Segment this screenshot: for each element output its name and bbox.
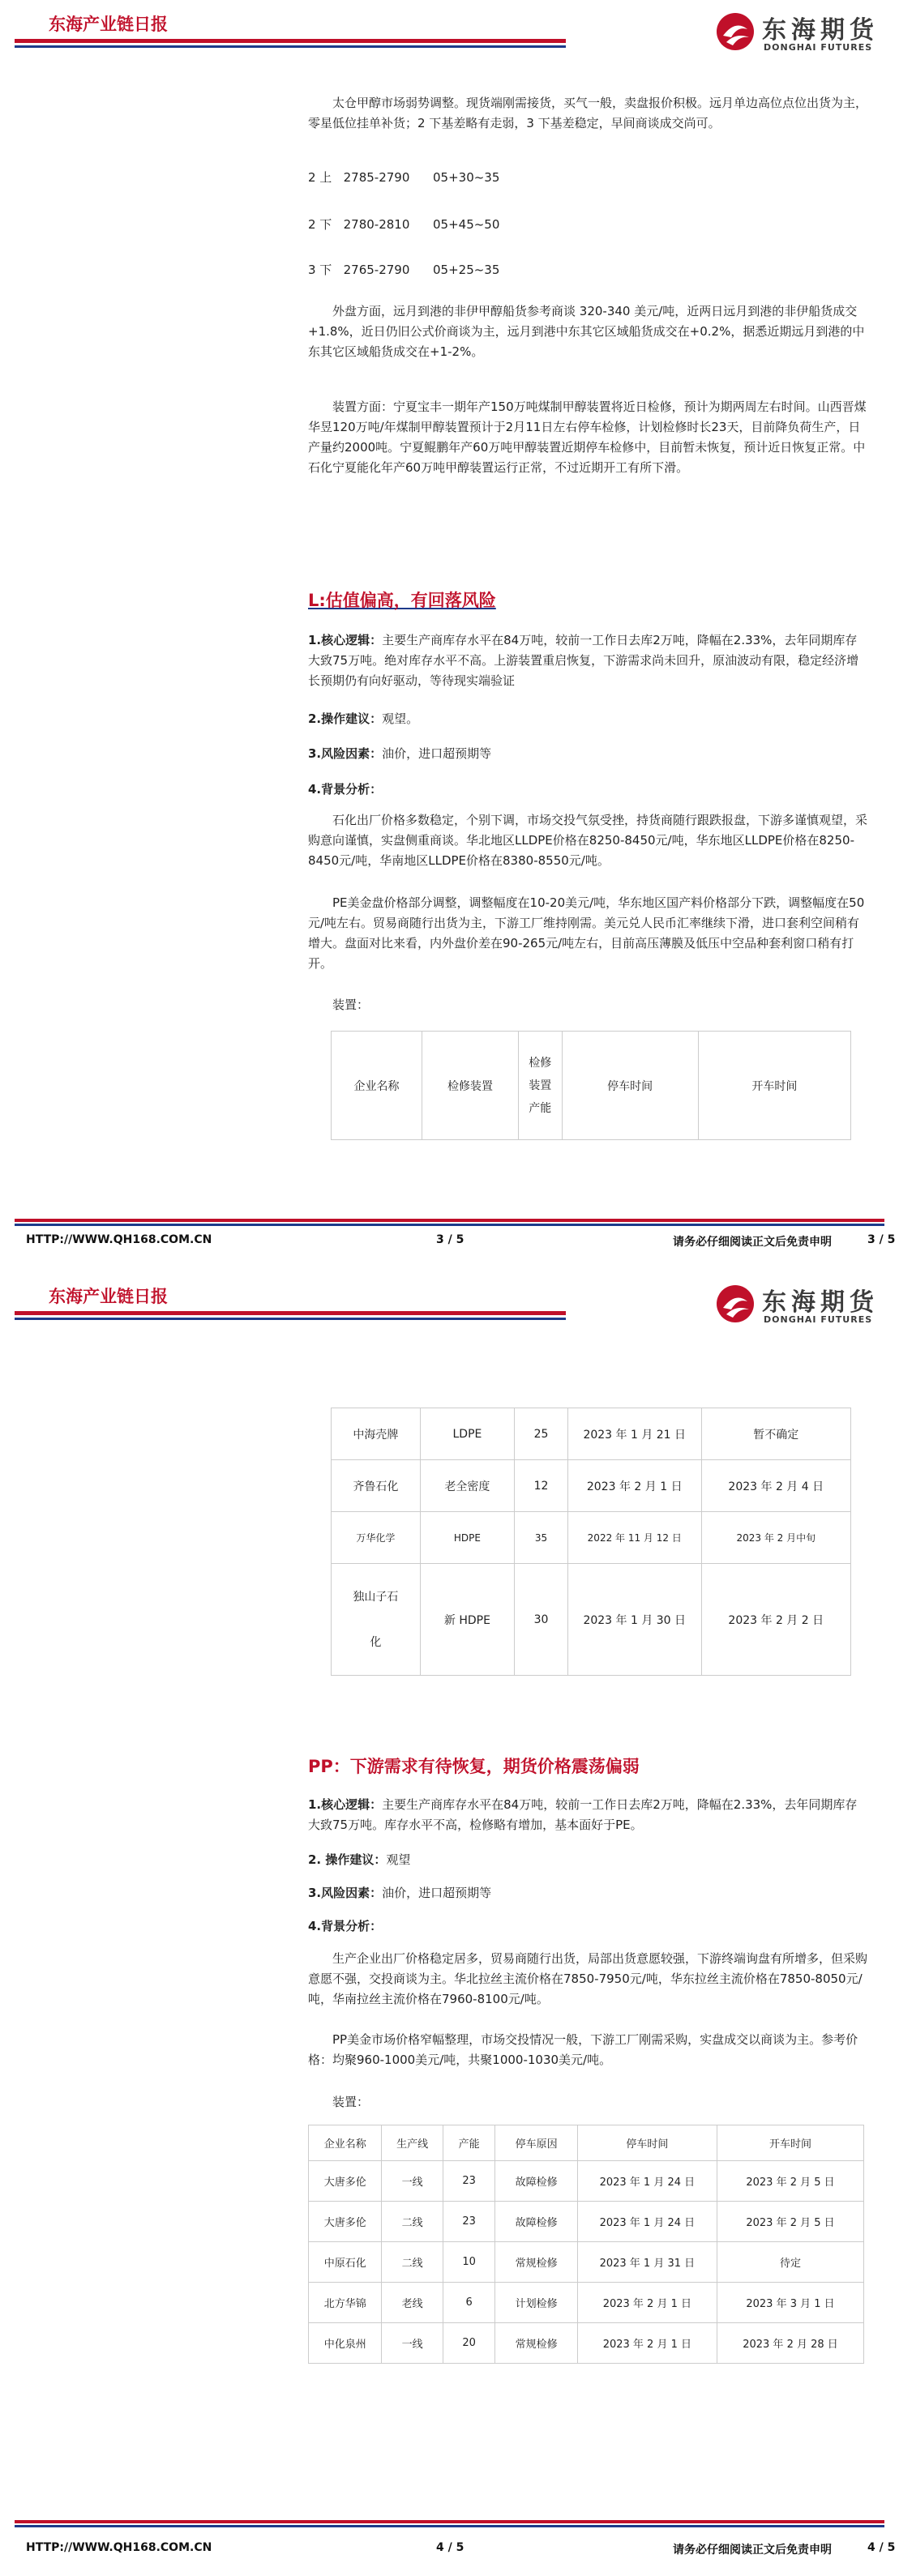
section-title-PP: PP：下游需求有待恢复，期货价格震荡偏弱 xyxy=(308,1757,640,1776)
device-label: 装置： xyxy=(332,2095,370,2109)
operation-advice: 2.操作建议：观望。 xyxy=(308,711,419,726)
background-paragraph: 生产企业出厂价格稳定居多，贸易商随行出货，局部出货意愿较强，下游终端询盘有所增多，但采购意愿不强，交投商谈为主。华北拉丝主流价格在7850-7950元/吨，华东拉丝主流价格在7850-8050元/吨，华南拉丝主流价格在7960-8100元/吨。 xyxy=(308,1951,868,2006)
table-cell: 12 xyxy=(515,1460,568,1512)
table-cell: 2023 年 1 月 31 日 xyxy=(577,2242,717,2283)
table-cell: HDPE xyxy=(420,1512,514,1564)
table-cell: 2023 年 2 月 1 日 xyxy=(567,1460,701,1512)
table-cell: 待定 xyxy=(717,2242,864,2283)
table-cell: 中海壳牌 xyxy=(332,1408,421,1460)
page-number: 3 / 5 xyxy=(867,1233,896,1246)
table-header-cell: 开车时间 xyxy=(717,2125,864,2161)
table-cell: 2023 年 2 月 5 日 xyxy=(717,2202,864,2242)
background-paragraph: PE美金盘价格部分调整，调整幅度在10-20美元/吨，华东地区国产料价格部分下跌，调整幅度在50元/吨左右。贸易商随行出货为主，下游工厂维持刚需。美元兑人民币汇率继续下滑，进口套利空间稍有增大。盘面对比来看，内外盘价差在90-265元/吨左右，目前高压薄膜及低压中空品种套利窗口稍有打开。 xyxy=(308,895,865,971)
footer-red-rule xyxy=(15,2520,884,2523)
table-cell: 2023 年 2 月 2 日 xyxy=(701,1564,850,1676)
table-cell: 2023 年 2 月 1 日 xyxy=(577,2283,717,2323)
footer-disclaimer: 请务必仔细阅读正文后免责申明 xyxy=(673,2544,832,2557)
table-header-cell: 停车时间 xyxy=(577,2125,717,2161)
header-blue-rule xyxy=(15,45,566,48)
table-cell: 齐鲁石化 xyxy=(332,1460,421,1512)
logo-mark-icon xyxy=(715,11,756,52)
table-cell: 2022 年 11 月 12 日 xyxy=(567,1512,701,1564)
spread-row: 2 下 2780-2810 05+45~50 xyxy=(308,217,500,232)
operation-advice: 2. 操作建议：观望 xyxy=(308,1852,411,1867)
table-cell: 2023 年 2 月 1 日 xyxy=(577,2323,717,2364)
table-header-cell: 检修装置 xyxy=(422,1032,519,1140)
table-cell: 故障检修 xyxy=(495,2161,577,2202)
footer-url: HTTP://WWW.QH168.COM.CN xyxy=(26,2541,212,2554)
table-row xyxy=(309,2161,864,2202)
risk-factors: 3.风险因素：油价，进口超预期等 xyxy=(308,746,492,761)
methanol-market-paragraph: 太仓甲醇市场弱势调整。现货端刚需接货，买气一般，卖盘报价积极。远月单边高位点位出货为主，零星低位挂单补货；2 下基差略有走弱，3 下基差稳定，早间商谈成交尚可。 xyxy=(308,96,868,130)
logo-text-cn: 东海期货 xyxy=(762,16,879,45)
table-cell: 23 xyxy=(443,2202,495,2242)
table-cell: 计划检修 xyxy=(495,2283,577,2323)
table-row xyxy=(332,1408,851,1460)
table-header-cell: 开车时间 xyxy=(698,1032,850,1140)
table-cell: 25 xyxy=(515,1408,568,1460)
device-label: 装置： xyxy=(332,998,370,1012)
page-number: 4 / 5 xyxy=(436,2541,464,2554)
table-header-cell: 企业名称 xyxy=(332,1032,422,1140)
background-paragraph: 石化出厂价格多数稳定，个别下调，市场交投气氛受挫，持货商随行跟跌报盘，下游多谨慎观望，采购意向谨慎，实盘侧重商谈。华北地区LLDPE价格在8250-8450元/吨，华东地区LLDPE价格在8250-8450元/吨，华南地区LLDPE价格在8380-8550元/吨。 xyxy=(308,813,868,868)
table-cell: 2023 年 2 月 4 日 xyxy=(701,1460,850,1512)
table-cell: 23 xyxy=(443,2161,495,2202)
logo-text-en: DONGHAI FUTURES xyxy=(764,42,873,53)
table-cell: 6 xyxy=(443,2283,495,2323)
table-header-cell: 停车原因 xyxy=(495,2125,577,2161)
logo-text-en: DONGHAI FUTURES xyxy=(764,1314,873,1325)
table-row xyxy=(309,2242,864,2283)
table-header-cell: 产能 xyxy=(443,2125,495,2161)
table-cell: 故障检修 xyxy=(495,2202,577,2242)
logo-mark-icon xyxy=(715,1284,756,1324)
table-cell: 30 xyxy=(515,1564,568,1676)
table-cell: 二线 xyxy=(382,2202,443,2242)
table-cell: 独山子石化 xyxy=(332,1564,421,1676)
table-cell: 一线 xyxy=(382,2323,443,2364)
table-row xyxy=(332,1460,851,1512)
donghai-logo xyxy=(715,10,885,57)
background-label: 4.背景分析： xyxy=(308,782,383,797)
device-paragraph: 装置方面：宁夏宝丰一期年产150万吨煤制甲醇装置将近日检修，预计为期两周左右时间。山西晋煤华昱120万吨/年煤制甲醇装置预计于2月11日左右停车检修，计划检修时长23天，目前降负荷生产，日产量约2000吨。宁夏鲲鹏年产60万吨甲醇装置近期停车检修中，目前暂未恢复，预计近日恢复正常。中石化宁夏能化年产60万吨甲醇装置运行正常，不过近期开工有所下滑。 xyxy=(308,399,867,475)
spread-row: 3 下 2765-2790 05+25~35 xyxy=(308,263,500,277)
footer-disclaimer: 请务必仔细阅读正文后免责申明 xyxy=(673,1236,832,1249)
table-cell: 2023 年 1 月 24 日 xyxy=(577,2202,717,2242)
table-cell: 常规检修 xyxy=(495,2323,577,2364)
table-row xyxy=(309,2202,864,2242)
table-cell: 2023 年 1 月 24 日 xyxy=(577,2161,717,2202)
table-cell: 2023 年 2 月 5 日 xyxy=(717,2161,864,2202)
table-header-row xyxy=(332,1032,851,1140)
header-blue-rule xyxy=(15,1318,566,1320)
table-header-cell: 生产线 xyxy=(382,2125,443,2161)
table-cell: 35 xyxy=(515,1512,568,1564)
page-header xyxy=(0,1272,899,1331)
table-cell: 中化泉州 xyxy=(309,2323,382,2364)
table-cell: LDPE xyxy=(420,1408,514,1460)
table-header-row xyxy=(309,2125,864,2161)
page-number: 4 / 5 xyxy=(867,2541,896,2554)
spread-row: 2 上 2785-2790 05+30~35 xyxy=(308,170,500,185)
background-label: 4.背景分析： xyxy=(308,1919,383,1933)
page-4 xyxy=(0,1272,899,2576)
table-cell: 新 HDPE xyxy=(420,1564,514,1676)
maintenance-table-PP xyxy=(308,2125,864,2364)
table-cell: 老线 xyxy=(382,2283,443,2323)
table-cell: 20 xyxy=(443,2323,495,2364)
table-cell: 大唐多伦 xyxy=(309,2161,382,2202)
table-cell: 二线 xyxy=(382,2242,443,2283)
section-title-L: L:估值偏高，有回落风险 xyxy=(308,591,496,610)
table-cell: 2023 年 2 月 28 日 xyxy=(717,2323,864,2364)
maintenance-table-header xyxy=(331,1031,851,1140)
header-red-rule xyxy=(15,39,566,43)
table-cell: 2023 年 2 月中旬 xyxy=(701,1512,850,1564)
table-cell: 2023 年 3 月 1 日 xyxy=(717,2283,864,2323)
table-cell: 中原石化 xyxy=(309,2242,382,2283)
table-cell: 2023 年 1 月 21 日 xyxy=(567,1408,701,1460)
table-row xyxy=(309,2283,864,2323)
maintenance-table-L xyxy=(331,1408,851,1676)
footer-url: HTTP://WWW.QH168.COM.CN xyxy=(26,1233,212,1246)
core-logic: 1.核心逻辑：主要生产商库存水平在84万吨，较前一工作日去库2万吨，降幅在2.33%，去年同期库存大致75万吨。绝对库存水平不高。上游装置重启恢复，下游需求尚未回升，原油波动有限，稳定经济增长预期仍有向好驱动，等待现实端验证 xyxy=(308,633,859,688)
table-cell: 北方华锦 xyxy=(309,2283,382,2323)
table-cell: 2023 年 1 月 30 日 xyxy=(567,1564,701,1676)
page-number: 3 / 5 xyxy=(436,1233,464,1246)
table-header-cell: 企业名称 xyxy=(309,2125,382,2161)
header-red-rule xyxy=(15,1311,566,1315)
table-cell: 大唐多伦 xyxy=(309,2202,382,2242)
background-paragraph: PP美金市场价格窄幅整理，市场交投情况一般，下游工厂刚需采购，实盘成交以商谈为主。参考价格：均聚960-1000美元/吨，共聚1000-1030美元/吨。 xyxy=(308,2032,858,2067)
table-row xyxy=(309,2323,864,2364)
logo-text-cn: 东海期货 xyxy=(762,1288,879,1317)
table-cell: 常规检修 xyxy=(495,2242,577,2283)
donghai-logo xyxy=(715,1282,885,1329)
table-cell: 10 xyxy=(443,2242,495,2283)
report-title: 东海产业链日报 xyxy=(49,1287,168,1306)
table-header-cell: 停车时间 xyxy=(562,1032,698,1140)
table-cell: 一线 xyxy=(382,2161,443,2202)
page-3 xyxy=(0,0,899,1272)
footer-blue-rule xyxy=(15,2525,884,2527)
footer-red-rule xyxy=(15,1219,884,1222)
table-row xyxy=(332,1512,851,1564)
footer-blue-rule xyxy=(15,1224,884,1226)
table-cell: 暂不确定 xyxy=(701,1408,850,1460)
risk-factors: 3.风险因素：油价，进口超预期等 xyxy=(308,1886,492,1900)
core-logic: 1.核心逻辑：主要生产商库存水平在84万吨，较前一工作日去库2万吨，降幅在2.33%，去年同期库存大致75万吨。库存水平不高，检修略有增加，基本面好于PE。 xyxy=(308,1797,858,1832)
table-cell: 万华化学 xyxy=(332,1512,421,1564)
table-row xyxy=(332,1564,851,1676)
report-title: 东海产业链日报 xyxy=(49,15,168,34)
table-cell: 老全密度 xyxy=(420,1460,514,1512)
page-header xyxy=(0,0,899,58)
table-header-cell: 检修装置产能 xyxy=(518,1032,562,1140)
external-market-paragraph: 外盘方面，远月到港的非伊甲醇船货参考商谈 320-340 美元/吨，近两日远月到港的非伊船货成交+1.8%，近日仍旧公式价商谈为主，远月到港中东其它区域船货成交在+0.2%，据悉近期远月到港的中东其它区域船货成交在+1-2%。 xyxy=(308,304,865,359)
